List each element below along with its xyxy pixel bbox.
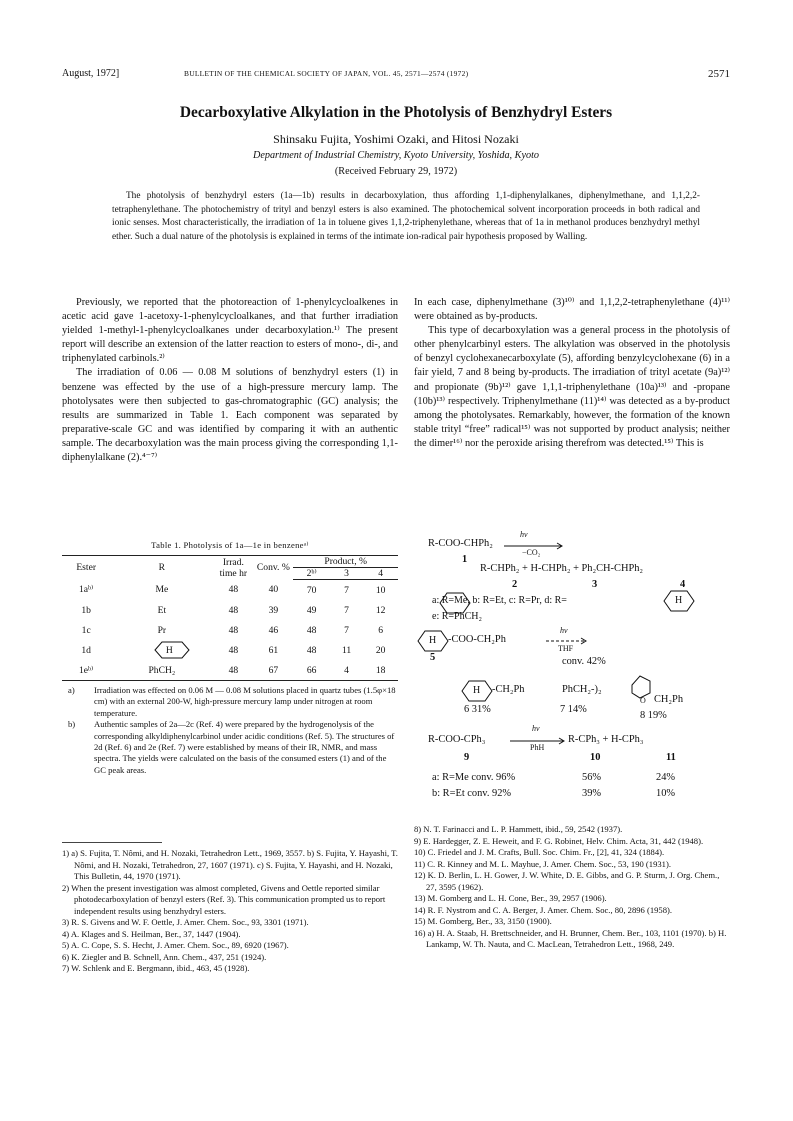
right-column-text	[414, 296, 730, 451]
col-header-conv: Conv. %	[253, 556, 293, 580]
cell-r: Me	[155, 584, 169, 596]
reference: 16) a) H. A. Staab, H. Brettschneider, and H. Brunner, Chem. Ber., 103, 1101 (1970). b) H. Lankamp, W. Th. Nauta, and C. MacLean, Tetrahedron Lett., 1968, 249.	[414, 927, 727, 949]
compound-label-5: 5	[430, 652, 436, 663]
compound-label-4: 4	[680, 579, 686, 590]
cell-ester: 1b	[81, 604, 91, 616]
cell-r: Pr	[157, 624, 167, 636]
reference: 6) K. Ziegler and B. Schnell, Ann. Chem., 437, 251 (1924).	[62, 951, 267, 962]
reference: 10) C. Friedel and J. M. Crafts, Bull. Soc. Chim. Fr., [2], 41, 324 (1884).	[414, 847, 665, 857]
received-date: (Received February 29, 1972)	[334, 166, 458, 177]
cell-ester: 1aᵇ⁾	[78, 584, 94, 596]
left-column-text	[62, 296, 398, 465]
cell-irrad: 48	[228, 644, 239, 656]
col-header-irrad: Irrad. time hr	[213, 556, 253, 580]
ring-h-label: H	[675, 595, 683, 606]
row-a-yield-11: 24%	[656, 772, 676, 783]
compound-label-10: 10	[590, 752, 601, 763]
yield-8: 8 19%	[640, 710, 667, 721]
reference: 15) M. Gomberg, Ber., 33, 3150 (1900).	[414, 916, 552, 926]
paper-title: Decarboxylative Alkylation in the Photolysis of Benzhydryl Esters	[179, 104, 613, 121]
table-row	[62, 600, 398, 620]
ring-h-label: H	[429, 635, 437, 646]
cell-irrad: 48	[228, 584, 239, 596]
reference: 1) a) S. Fujita, T. Nômi, and H. Nozaki, Tetrahedron Lett., 1969, 3557. b) S. Fujita, Y. Hayashi, T. Nômi, and H. Nozaki, Tetrahedron, 27, 1607 (1971). c) S. Fujita, Y. Hayashi, and H. Nozaki, This Bulletin, 44, 1970 (1971).	[62, 848, 398, 881]
col-header-product: Product, %	[293, 556, 398, 568]
table-row	[62, 660, 398, 681]
reaction-scheme	[414, 530, 730, 820]
table-1	[62, 540, 398, 776]
reference: 13) M. Gomberg and L. H. Cone, Ber., 39, 2957 (1906).	[414, 893, 607, 903]
table-row	[62, 580, 398, 601]
cell-p3: 11	[341, 644, 352, 656]
table-row	[62, 620, 398, 640]
cell-r: Et	[157, 604, 167, 616]
cell-irrad: 48	[228, 604, 239, 616]
reference: 9) E. Hardegger, Z. E. Heweit, and F. G. Robinet, Helv. Chim. Acta, 31, 442 (1948).	[414, 835, 704, 846]
reference: 11) C. R. Kinney and M. L. Mayhue, J. Amer. Chem. Soc., 53, 190 (1931).	[414, 858, 671, 869]
cell-ester: 1d	[81, 644, 91, 656]
cell-irrad: 48	[228, 624, 239, 636]
cell-p2: 48	[306, 624, 317, 636]
ester-5-formula: -COO-CH₂Ph	[448, 634, 506, 645]
cell-p2: 66	[293, 660, 330, 681]
note-key: a)	[68, 685, 75, 695]
table-note	[62, 685, 398, 719]
footnotes-right	[414, 824, 730, 951]
cell-p3: 4	[330, 660, 363, 681]
products-10-11: R-CPh₃ + H-CPh₃	[568, 734, 644, 745]
col-header-r: R	[110, 556, 213, 580]
ester-1-formula: R-COO-CHPh₂	[428, 538, 493, 549]
cell-p3: 7	[344, 584, 349, 596]
cell-p2: 49	[306, 604, 317, 616]
hv-label: hv	[532, 724, 540, 733]
col-header-2: 2ᵇ⁾	[293, 568, 330, 580]
paragraph: This type of decarboxylation was a general process in the photolysis of other phenylcarbinyl esters. The alkylation was observed in the photolysis of benzyl cyclohexanecarboxylate (5), affording benzylcyclohexane (6) in a fair yield, 7 and 8 being by-products. The irradiation of trityl acetate (9a)¹²⁾ and propionate (9b)¹²⁾ gave 1,1,1-triphenylethane (10a)¹³⁾ and -propane (10b)¹³⁾ respectively. Triphenylmethane (11)¹⁴⁾ was detected as a by-product among the photolysates. Remarkably, however, the formation of the known stable trityl “free” radical¹⁵⁾ was not supported by product analysis; neither the dimer¹⁶⁾ nor the peroxide arising therefrom was detected.¹⁵⁾ This is	[414, 325, 730, 449]
compound-label-11: 11	[666, 752, 676, 763]
reference: 2) When the present investigation was almost completed, Givens and Oettle reported similar photodecarboxylation of benzyl esters (Ref. 3). This communication prompted us to report independent results using benzhydryl esters.	[62, 882, 386, 916]
compound-label-1: 1	[462, 554, 468, 565]
r-definitions-line2: e: R=PhCH₂	[432, 611, 482, 622]
note-text: Irradiation was effected on 0.06 M — 0.08 M solutions placed in quartz tubes (1.5φ×18 cm) with an external 200-W, high-pressure mercury lamp under nitrogen at room temperature.	[94, 685, 396, 718]
r-definitions-line1: a: R=Me, b: R=Et, c: R=Pr, d: R=	[432, 595, 567, 606]
col-header-ester: Ester	[62, 556, 110, 580]
thf-solvent-label: THF	[558, 644, 574, 653]
paper-authors: Shinsaku Fujita, Yoshimi Ozaki, and Hitosi Nozaki	[273, 132, 519, 146]
yield-7: 7 14%	[560, 704, 587, 715]
row-a-conversion: a: R=Me conv. 96%	[432, 772, 516, 783]
reference: 5) A. C. Cope, S. S. Hecht, J. Amer. Chem. Soc., 89, 6920 (1967).	[62, 940, 289, 950]
paper-affiliation: Department of Industrial Chemistry, Kyoto University, Yoshida, Kyoto	[252, 150, 539, 161]
cell-p4: 20	[375, 644, 386, 656]
cell-conv: 40	[268, 584, 279, 596]
cell-r: PhCH₂	[110, 660, 213, 681]
compound-label-3: 3	[592, 579, 598, 590]
note-key: b)	[68, 719, 76, 730]
product-8-formula: CH₂Ph	[654, 694, 684, 705]
ester-9-formula: R-COO-CPh₃	[428, 734, 486, 745]
cell-conv: 67	[253, 660, 293, 681]
col-header-4: 4	[363, 568, 398, 580]
ring-h-label: H	[473, 685, 481, 696]
cell-ester: 1eᵇ⁾	[62, 660, 110, 681]
reference: 3) R. S. Givens and W. F. Oettle, J. Amer. Chem. Soc., 93, 3301 (1971).	[62, 917, 309, 927]
header-date: August, 1972]	[62, 68, 120, 79]
cell-p2: 48	[306, 644, 317, 656]
compound-label-9: 9	[464, 752, 470, 763]
cell-ester: 1c	[81, 624, 91, 636]
conversion-5: conv. 42%	[562, 656, 606, 667]
reference: 7) W. Schlenk and E. Bergmann, ibid., 463, 45 (1928).	[62, 963, 250, 973]
hv-label: hv	[560, 626, 568, 635]
product-7-formula: PhCH₂-)₂	[562, 684, 602, 695]
reference: 14) R. F. Nystrom and C. A. Berger, J. Amer. Chem. Soc., 80, 2896 (1958).	[414, 904, 673, 915]
table-row	[62, 640, 398, 660]
table-note	[62, 719, 398, 776]
running-header	[62, 68, 730, 84]
cell-irrad: 48	[213, 660, 253, 681]
cell-p2: 70	[306, 584, 317, 596]
yield-6: 6 31%	[464, 704, 491, 715]
paragraph: The irradiation of 0.06 — 0.08 M solutions of benzhydryl esters (1) in benzene was effected by the use of a high-pressure mercury lamp. The photolysates were then subjected to gas-chromatographic (GC) analysis; the results are summarized in Table 1. Each component was separated by preparative-scale GC and was identified by comparing it with an authentic sample. The decarboxylation was the main process giving the corresponding 1,1-diphenylalkane (2).⁴⁻⁷⁾	[62, 367, 398, 464]
cell-p4: 10	[375, 584, 386, 596]
products-2-3-4: R-CHPh₂ + H-CHPh₂ + Ph₂CH-CHPh₂	[480, 563, 644, 574]
footnotes-left	[62, 848, 398, 975]
row-b-conversion: b: R=Et conv. 92%	[432, 788, 512, 799]
row-a-yield-10: 56%	[582, 772, 602, 783]
cell-p4: 18	[363, 660, 398, 681]
row-b-yield-10: 39%	[582, 788, 602, 799]
minus-co2-label: −CO₂	[522, 548, 541, 557]
cell-conv: 46	[268, 624, 279, 636]
row-b-yield-11: 10%	[656, 788, 676, 799]
abstract: The photolysis of benzhydryl esters (1a—1b) results in decarboxylation, thus affording 1,1-diphenylalkanes, diphenylmethane, and 1,1,2,2-tetraphenylethane. The photochemistry of trityl and benzyl esters is also examined. The photochemical solvent incorporation proceeds in both radical and ionic senses. Most characteristically, the irradiation of 1a in toluene gives 1,1,2-triphenylethane, whereas that of 1a in methanol produces benzhydryl methyl ether. Such a dual nature of the photolysis is explained in terms of the intimate ion-radical pair hypothesis proposed by Walling.	[112, 191, 700, 242]
cell-conv: 61	[268, 644, 279, 656]
col-header-3: 3	[330, 568, 363, 580]
results-table	[62, 555, 398, 681]
table-caption: Table 1. Photolysis of 1a—1e in benzeneᵃ⁾	[151, 540, 309, 550]
ring-oxygen-label: O	[640, 696, 646, 705]
cell-r-cyclohexyl	[110, 640, 213, 660]
hv-label: hv	[520, 530, 528, 539]
cell-p3: 7	[344, 624, 349, 636]
header-page-number: 2571	[708, 68, 730, 80]
footnote-divider	[62, 842, 162, 843]
note-text: Authentic samples of 2a—2c (Ref. 4) were prepared by the hydrogenolysis of the corresponding alkyldiphenylcarbinol under acidic conditions (Ref. 5). The structures of 2d (Ref. 6) and 2e (Ref. 7) were established by means of their IR, NMR, and mass spectra. The yields were calculated on the basis of the consumed esters (1) and of the GC peak areas.	[94, 719, 395, 775]
header-journal: BULLETIN OF THE CHEMICAL SOCIETY OF JAPAN, VOL. 45, 2571—2574 (1972)	[184, 69, 469, 78]
cell-p4: 12	[375, 604, 386, 616]
ring-label: H	[165, 645, 173, 657]
product-6-formula: -CH₂Ph	[492, 684, 525, 695]
reference: 12) K. D. Berlin, L. H. Gower, J. W. White, D. E. Gibbs, and G. P. Sturm, J. Org. Chem., 27, 3595 (1962).	[414, 870, 720, 892]
reference: 4) A. Klages and S. Heilman, Ber., 37, 1447 (1904).	[62, 928, 241, 939]
compound-label-2: 2	[512, 579, 518, 590]
phh-solvent-label: PhH	[530, 743, 545, 752]
reference: 8) N. T. Farinacci and L. P. Hammett, ibid., 59, 2542 (1937).	[414, 824, 623, 834]
cell-p3: 7	[344, 604, 349, 616]
cell-conv: 39	[268, 604, 279, 616]
paragraph: Previously, we reported that the photoreaction of 1-phenylcycloalkenes in acetic acid gave 1-acetoxy-1-phenylcycloalkanes, and that further irradiation yielded 1-methyl-1-phenylcycloalkanes under decarboxylation.¹⁾ The present report will describe an extension of the latter reaction to esters of mono-, di-, and triphenylated carbinols.²⁾	[62, 297, 398, 365]
paragraph: In each case, diphenylmethane (3)¹⁰⁾ and 1,1,2,2-tetraphenylethane (4)¹¹⁾ were obtained as by-products.	[414, 297, 730, 323]
cell-p4: 6	[378, 624, 384, 636]
table-notes	[62, 685, 398, 776]
